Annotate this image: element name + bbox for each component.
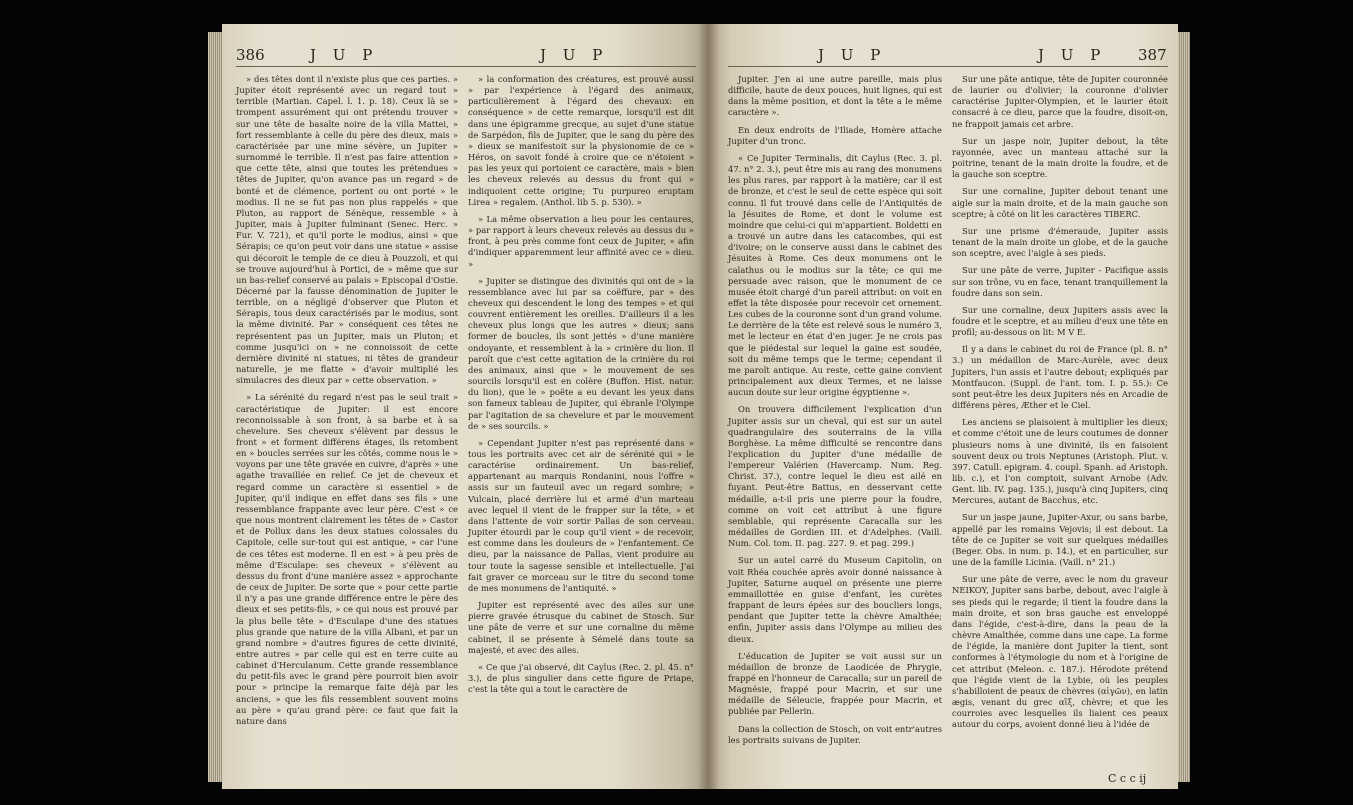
paragraph: Jupiter. J'en ai une autre pareille, mais plus difficile, haute de deux pouces, huit lignes, qui est dans la même position, et dont la tête a le même caractère ». xyxy=(728,74,942,118)
paragraph: « Ce Jupiter Terminalis, dit Caylus (Rec. 3. pl. 47. n° 2. 3.), peut être mis au rang des monumens les plus rares, par rapport à la matière; car il est de bronze, et c'est le seul de cette espèce qui soit connu. Il fut trouvé dans celle de l'Antiquités de la Jésuites de Rome, et dont le volume est moindre que celui-ci qui m'appartient. Boldetti en a trouvé un autre dans les catacombes, qui est d'ivoire; on le conserve aussi dans le cabinet des Jésuites à Rome. Ces deux monumens ont le calathus ou le modius sur la tête; ce qui me persuade avec raison, que le monument de ce musée étoit chargé d'un pareil attribut: on voit en effet la tête disposée pour recevoir cet ornement. Les cubes de la couronne sont d'un grand volume. Le derrière de la tête est relevé sous le numéro 3, met le lecteur en état d'en juger. Je ne crois pas que le piédestal sur lequel la gaine est soudée, soit du même temps que le terme; cependant il me paroît antique. Au reste, cette gaine convient principalement aux dieux Termes, et ne laisse aucun doute sur leur origine égyptienne ». xyxy=(728,152,942,398)
paragraph: Sur une pâte antique, tête de Jupiter couronnée de laurier ou d'olivier; la couronne d'olivier caractérise Jupiter-Olympien, et le laurier étoit consacré à ce dieu, parce que la foudre, disoit-on, ne frappoit jamais cet arbre. xyxy=(952,74,1168,129)
running-head: J U P xyxy=(1038,46,1107,64)
paragraph: L'éducation de Jupiter se voit aussi sur un médaillon de bronze de Laodicée de Phrygie, frappé en l'honneur de Caracalla; sur un pareil de Magnésie, frappé pour Macrin, et sur une médaille de Séleucie, frappée pour Macrin, et publiée par Pellerin. xyxy=(728,650,942,717)
paragraph: Sur un autel carré du Museum Capitolin, on voit Rhéa couchée après avoir donné naissance à Jupiter, Saturne auquel on présente une pierre emmaillottée en guise d'enfant, les curètes frappant de leurs épées sur des boucliers longs, pendant que Jupiter tette la chèvre Amalthée; enfin, Jupiter assis dans l'Olympe au milieu des dieux. xyxy=(728,555,942,644)
running-head: J U P xyxy=(540,46,609,64)
book-spread xyxy=(8,4,1353,805)
paragraph: » Cependant Jupiter n'est pas représenté dans » tous les portraits avec cet air de sérénité qui » le caractérise ordinairement. Un bas-relief, appartenant au marquis Rondanini, nous l'offre » assis sur un fauteuil avec un regard sombre; » Vulcain, placé derrière lui et armé d'un marteau avec lequel il vient de le frapper sur la tête, » et dans l'attente de voir sortir Pallas de son cerveau. Jupiter étourdi par le coup qu'il vient » de recevoir, est comme dans les douleurs de » l'enfantement. Ce dieu, par la naissance de Pallas, vient produire au tour toute la sagesse sensible et intellectuelle. J'ai fait graver ce morceau sur le titre du second tome de mes monumens de l'antiquité. » xyxy=(468,437,694,593)
text-column-right xyxy=(952,74,1168,736)
paragraph: Il y a dans le cabinet du roi de France (pl. 8. n° 3.) un médaillon de Marc-Aurèle, avec deux Jupiters, l'un assis et l'autre debout; expliqués par Montfaucon. (Suppl. de l'ant. tom. I. p. 55.): Ce sont peut-être les deux Jupiters nés en Arcadie de différens pères, Æther et le Ciel. xyxy=(952,344,1168,411)
left-page-edges xyxy=(208,32,222,782)
paragraph: » la conformation des créatures, est prouvé aussi » par l'expérience à l'égard des animaux, particulièrement à l'égard des chevaux: en conséquence » de cette remarque, lorsqu'il est dit dans une épigramme grecque, au sujet d'une statue de Sarpédon, fils de Jupiter, que le sang du père des » dieux se manifestoit sur la physionomie de ce » Héros, on savoit fondé à croire que ce n'étoient » pas les yeux qui portoient ce caractère, mais » bien les cheveux relevés au dessus du front qui » indiquoient cette origine; Tu purpureo eruptam Lirea » regalem. (Anthol. lib 5. p. 530). » xyxy=(468,74,694,207)
paragraph: Sur une cornaline, deux Jupiters assis avec la foudre et le sceptre, et au milieu d'eux une tête en profil; au-dessous on lit: M V E. xyxy=(952,304,1168,338)
paragraph: Sur un jaspe noir, Jupiter debout, la tête rayonnée, avec un manteau attaché sur la poitrine, tenant de la main droite la foudre, et de la gauche son sceptre. xyxy=(952,135,1168,180)
text-column-right xyxy=(468,74,694,701)
book-gutter xyxy=(698,24,720,789)
head-rule xyxy=(236,66,696,67)
running-head: J U P xyxy=(310,46,379,64)
text-column-left xyxy=(728,74,942,752)
text-column-left xyxy=(236,74,458,733)
head-rule xyxy=(728,66,1168,67)
paragraph: Sur une pâte de verre, avec le nom du graveur NEIKOY, Jupiter sans barbe, debout, avec l'aigle à ses pieds qui le regarde; il tient la foudre dans la main droite, et son bras gauche est enveloppé dans l'égide, c'est-à-dire, dans la peau de la chèvre Amalthée, comme dans une cape. La forme de l'égide, la manière dont Jupiter la tient, sont conformes à l'étymologie du nom et à l'origine de cet attribut (Meleon. c. 187.). Hérodote prétend que l'égide vient de la Lybie, où les peuples s'habilloient de peaux de chèvres (αἰγῶν), en latin ægis, venant du grec αἲξ, chèvre; et que les courroies avec lesquelles ils liaient ces peaux autour du corps, avoient donné lieu à l'idée de xyxy=(952,574,1168,730)
paragraph: En deux endroits de l'Iliade, Homère attache Jupiter d'un tronc. xyxy=(728,124,942,146)
signature-mark: C c c ij xyxy=(1108,772,1147,785)
paragraph: » La même observation a lieu pour les centaures, » par rapport à leurs cheveux relevés au dessus du » front, à peu près comme font ceux de Jupiter, » afin d'indiquer apparemment leur affinité avec ce » dieu. » xyxy=(468,213,694,269)
right-page-edges xyxy=(1178,32,1190,782)
paragraph: » des têtes dont il n'existe plus que ces parties. » Jupiter étoit représenté avec un regard tout » terrible (Martian. Capel. l. 1. p. 18). Ceux là se » trompent assurément qui ont prétendu trouver » sur une tête de basalte noire de la villa Mattei, » fort ressemblante à celle du père des dieux, mais » caractérisée par une mine sévère, un Jupiter » surnommé le terrible. Il n'est pas faire attention » que cette tête, ainsi que toutes les prétendues » têtes de Jupiter, qu'on avance pas un regard » de bonté et de clémence, portent ou ont porté » le modius. Il ne se fut pas non plus rappelés » que Pluton, au rapport de Sénèque, ressemble » à Jupiter, mais à Jupiter fulminant (Senec. Herc. » Fur. V. 721), et qu'il porte le modius, ainsi » que Sérapis; ce qu'on peut voir dans une statue » assise qui décoroit le temple de ce dieu à Pouzzoli, et qui se trouve aujourd'hui à Portici, de » même que sur un bas-relief conservé au palais » Episcopal d'Ostie. Décerné par la fausse dénomination de Jupiter le terrible, on a négligé d'observer que Pluton et Sérapis, tous deux caractérisés par le modius, sont la même divinité. Par » conséquent ces têtes ne représentent pas un Jupiter, mais un Pluton; et comme jusqu'ici on » ne connoissoit de cette dernière divinité ni statues, ni têtes de grandeur naturelle, je me flatte » d'avoir multiplié les simulacres des dieux par » cette observation. » xyxy=(236,74,458,386)
paragraph: Dans la collection de Stosch, on voit entr'autres les portraits suivans de Jupiter. xyxy=(728,723,942,745)
paragraph: Les anciens se plaisoient à multiplier les dieux; et comme c'étoit une de leurs coutumes de donner plusieurs noms à une divinité, ils en faisoient souvent deux ou trois Neptunes (Aristoph. Plut. v. 397. Catull. epigram. 4. coupl. Spanh. ad Aristoph. lib. c.), et l'on comptoit, suivant Arnobe (Adv. Gent. lib. IV. pag. 135.), jusqu'à cinq Jupiters, cinq Mercures, autant de Bacchus, etc. xyxy=(952,417,1168,506)
left-page xyxy=(222,24,708,789)
paragraph: Sur une prisme d'émeraude, Jupiter assis tenant de la main droite un globe, et de la gauche son sceptre, avec l'aigle à ses pieds. xyxy=(952,225,1168,259)
running-head: J U P xyxy=(818,46,887,64)
right-page xyxy=(708,24,1178,789)
paragraph: » Jupiter se distingue des divinités qui ont de » la ressemblance avec lui par sa coëffure, par » des cheveux qui descendent le long des tempes » et qui couvrent entièrement les oreilles. D'ailleurs il a les cheveux plus longs que les autres » dieux; sans former de boucles, ils sont jettés » d'une manière ondoyante, et ressemblent à la » crinière du lion. Il paroît que c'est cette agitation de la crinière du roi des animaux, ainsi que » le mouvement de ses sourcils lorsqu'il est en colère (Buffon. Hist. natur. du lion), que le » poëte a eu devant les yeux dans son fameux tableau de Jupiter, qui ébranle l'Olympe par l'agitation de sa chevelure et par le mouvement de » ses sourcils. » xyxy=(468,275,694,431)
page-number: 387 xyxy=(1138,46,1167,64)
paragraph: Sur une cornaline, Jupiter debout tenant une aigle sur la main droite, et de la main gauche son sceptre; à côté on lit les caractères TIBERC. xyxy=(952,186,1168,219)
paragraph: On trouvera difficilement l'explication d'un Jupiter assis sur un cheval, qui est sur un autel quadrangulaire des souterrains de la villa Borghèse. La même difficulté se rencontre dans l'explication du Jupiter d'une médaille de l'empereur Valérien (Havercamp. Num. Reg. Christ. 37.), contre lequel le dieu est ailé en fuyant. Peut-être Battus, en desservant cette médaille, a-t-il pris une pierre pour la foudre, comme on voit cet attribut à une figure semblable, qui représente Caracalla sur les médailles de Gordien III. et d'Adelphes. (Vaill. Num. Col. tom. II. pag. 227. 9. et pag. 299.) xyxy=(728,404,942,549)
paragraph: Sur un jaspe jaune, Jupiter-Axur, ou sans barbe, appellé par les romains Vejovis; il est debout. La tête de ce Jupiter se voit sur quelques médailles (Beger. Obs. in num. p. 14.), et en particulier, sur une de la famille Licinia. (Vaill. n° 21.) xyxy=(952,512,1168,568)
paragraph: Sur une pâte de verre, Jupiter - Pacifique assis sur son trône, vu en face, tenant tranquillement la foudre dans son sein. xyxy=(952,265,1168,298)
paragraph: « Ce que j'ai observé, dit Caylus (Rec. 2. pl. 45. n° 3.), de plus singulier dans cette figure de Priape, c'est la tête qui a tout le caractère de xyxy=(468,661,694,695)
paragraph: » La sérénité du regard n'est pas le seul trait » caractéristique de Jupiter: il est encore reconnoissable à son front, à sa barbe et à sa chevelure. Ses cheveux s'élèvent par dessus le front » et forment différens étages, ils retombent en » boucles serrées sur les côtés, comme nous le » voyons par une tête gravée en cuivre, d'après » une agathe travaillée en relief. Ce jet de cheveux et regard comme un caractère si essentiel » de Jupiter, qu'il indique en effet dans ses fils » une ressemblance frappante avec leur père. C'est » ce que nous montrent clairement les têtes de » Castor et de Pollux dans les deux statues colossales du Capitole, celle sur-tout qui est antique, » car l'une de ces têtes est moderne. Il en est » à peu près de même d'Esculape: ses cheveux » s'élèvent au dessus du front d'une manière assez » approchante de ceux de Jupiter. De sorte que » pour cette partie il n'y a pas une grande différence entre le père des dieux et ses petits-fils, » ce qui nous est prouvé par la plus belle tête » d'Esculape d'une des statues plus grande que nature de la villa Albani, et par un grand nombre » d'autres figures de cette divinité, entre autres » par celle qui est en terre cuite au cabinet d'Herculanum. Cette grande ressemblance du petit-fils avec le grand père pourroit bien avoir pour » principe la remarque faite déjà par les anciens, » que les fils ressemblent souvent moins au père » qu'au grand père: ce faut que fait la nature dans xyxy=(236,392,458,726)
paragraph: Jupiter est représenté avec des ailes sur une pierre gravée étrusque du cabinet de Stosch. Sur une pâte de verre et sur une cornaline du même cabinet, il se présente à Sémelé dans toute sa majesté, et avec des ailes. xyxy=(468,600,694,655)
page-number: 386 xyxy=(236,46,265,64)
